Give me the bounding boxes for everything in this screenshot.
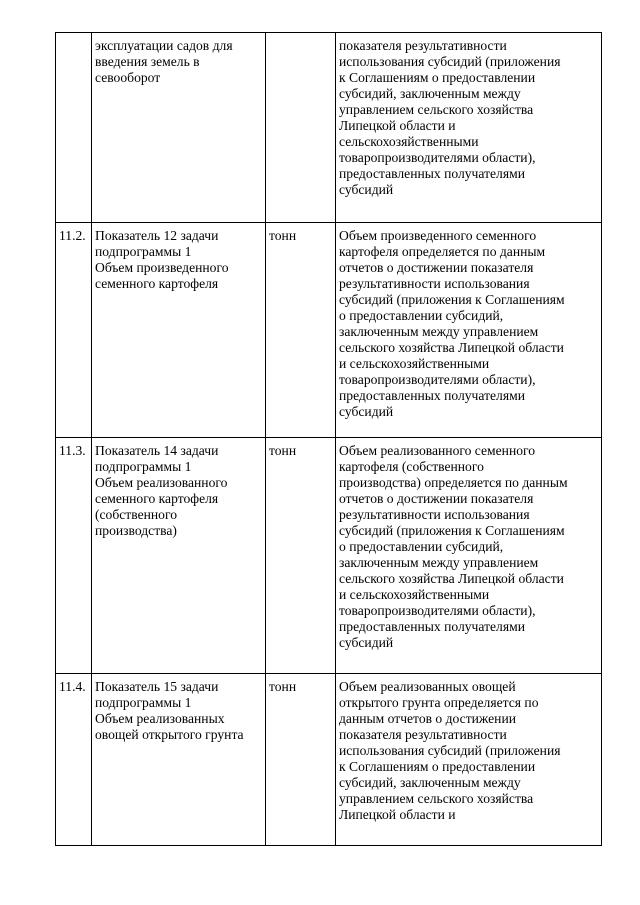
desc-line: управлением сельского хозяйства: [339, 791, 534, 806]
desc-line: к Соглашениям о предоставлении: [339, 70, 536, 85]
unit-cell: [266, 674, 336, 846]
name-line: введения земель в: [95, 54, 200, 69]
table-row: [56, 223, 602, 438]
indicator-name-cell: [92, 674, 266, 846]
name-line: Показатель 14 задачи: [95, 443, 219, 458]
unit-cell: [266, 438, 336, 674]
name-line: овощей открытого грунта: [95, 727, 244, 742]
indicator-name-cell: [92, 33, 266, 223]
name-line: Показатель 15 задачи: [95, 679, 219, 694]
desc-line: показателя результативности: [339, 727, 507, 742]
description-cell: [336, 438, 602, 674]
name-line: подпрограммы 1: [95, 459, 192, 474]
desc-line: субсидий: [339, 635, 394, 650]
desc-line: данным отчетов о достижении: [339, 711, 517, 726]
desc-line: использования субсидий (приложения: [339, 54, 561, 69]
row-number-cell: [56, 223, 92, 438]
name-line: Показатель 12 задачи: [95, 228, 219, 243]
desc-line: сельского хозяйства Липецкой области: [339, 340, 564, 355]
desc-line: Объем реализованных овощей: [339, 679, 516, 694]
name-line: производства): [95, 523, 177, 538]
table-body: [56, 33, 602, 846]
table-row: [56, 33, 602, 223]
desc-line: субсидий, заключенным между: [339, 86, 521, 101]
desc-line: о предоставлении субсидий,: [339, 308, 504, 323]
desc-line: и сельскохозяйственными: [339, 587, 490, 602]
name-line: семенного картофеля: [95, 276, 219, 291]
indicator-name-cell: [92, 438, 266, 674]
desc-line: предоставленных получателями: [339, 619, 525, 634]
desc-line: субсидий (приложения к Соглашениям: [339, 523, 565, 538]
name-line: семенного картофеля: [95, 491, 219, 506]
unit-text: тонн: [269, 228, 297, 243]
desc-line: о предоставлении субсидий,: [339, 539, 504, 554]
desc-line: Липецкой области и: [339, 807, 456, 822]
name-line: (собственного: [95, 507, 178, 522]
row-number-cell: [56, 438, 92, 674]
desc-line: показателя результативности: [339, 38, 507, 53]
row-number: 11.2.: [59, 228, 86, 243]
desc-line: отчетов о достижении показателя: [339, 260, 534, 275]
desc-line: использования субсидий (приложения: [339, 743, 561, 758]
table-row: [56, 674, 602, 846]
unit-text: тонн: [269, 443, 297, 458]
indicator-table: [55, 32, 602, 846]
name-line: подпрограммы 1: [95, 244, 192, 259]
desc-line: предоставленных получателями: [339, 388, 525, 403]
desc-line: результативности использования: [339, 507, 530, 522]
description-cell: [336, 33, 602, 223]
row-number-cell: [56, 33, 92, 223]
desc-line: товаропроизводителями области),: [339, 372, 536, 387]
desc-line: заключенным между управлением: [339, 555, 539, 570]
description-cell: [336, 674, 602, 846]
desc-line: Объем реализованного семенного: [339, 443, 536, 458]
desc-line: товаропроизводителями области),: [339, 150, 536, 165]
indicator-name-cell: [92, 223, 266, 438]
name-line: Объем произведенного: [95, 260, 229, 275]
name-line: Объем реализованных: [95, 711, 225, 726]
desc-line: товаропроизводителями области),: [339, 603, 536, 618]
name-line: Объем реализованного: [95, 475, 228, 490]
desc-line: к Соглашениям о предоставлении: [339, 759, 536, 774]
desc-line: сельскохозяйственными: [339, 134, 479, 149]
desc-line: управлением сельского хозяйства: [339, 102, 534, 117]
desc-line: картофеля (собственного: [339, 459, 484, 474]
desc-line: Липецкой области и: [339, 118, 456, 133]
name-line: подпрограммы 1: [95, 695, 192, 710]
desc-line: производства) определяется по данным: [339, 475, 568, 490]
table-row: [56, 438, 602, 674]
desc-line: отчетов о достижении показателя: [339, 491, 534, 506]
name-line: севооборот: [95, 70, 161, 85]
unit-cell: [266, 33, 336, 223]
row-number: 11.4.: [59, 679, 86, 694]
desc-line: предоставленных получателями: [339, 166, 525, 181]
desc-line: открытого грунта определяется по: [339, 695, 539, 710]
desc-line: сельского хозяйства Липецкой области: [339, 571, 564, 586]
row-number: 11.3.: [59, 443, 86, 458]
unit-cell: [266, 223, 336, 438]
desc-line: картофеля определяется по данным: [339, 244, 546, 259]
desc-line: субсидий: [339, 404, 394, 419]
desc-line: результативности использования: [339, 276, 530, 291]
desc-line: субсидий (приложения к Соглашениям: [339, 292, 565, 307]
row-number-cell: [56, 674, 92, 846]
desc-line: заключенным между управлением: [339, 324, 539, 339]
desc-line: субсидий: [339, 182, 394, 197]
name-line: эксплуатации садов для: [95, 38, 233, 53]
desc-line: субсидий, заключенным между: [339, 775, 521, 790]
unit-text: тонн: [269, 679, 297, 694]
desc-line: и сельскохозяйственными: [339, 356, 490, 371]
description-cell: [336, 223, 602, 438]
desc-line: Объем произведенного семенного: [339, 228, 537, 243]
